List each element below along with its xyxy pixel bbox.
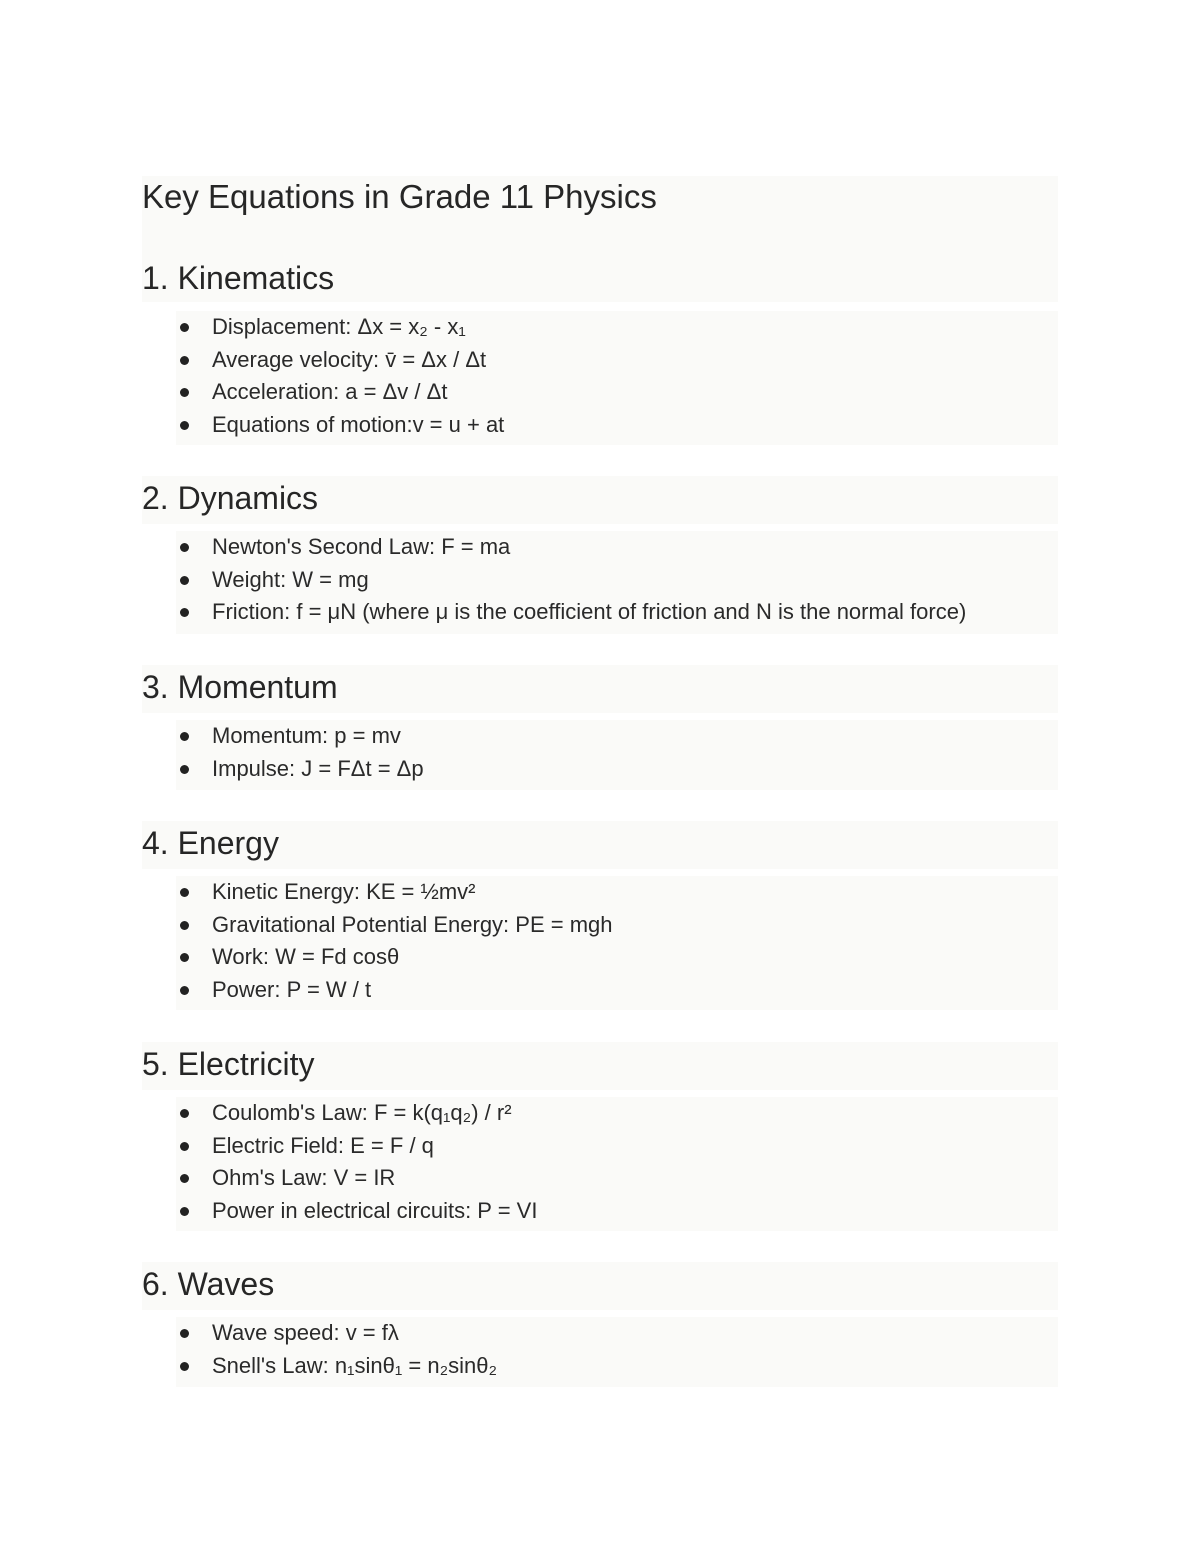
bullet-icon xyxy=(180,732,189,741)
section-heading-waves xyxy=(142,1262,1058,1310)
list-item xyxy=(176,753,1058,786)
list-item xyxy=(176,941,1058,974)
equation-list-electricity xyxy=(176,1097,1058,1227)
equation-text: Work: W = Fd cosθ xyxy=(212,944,400,970)
section-heading-kinematics xyxy=(142,256,1058,304)
bullet-icon xyxy=(180,576,189,585)
equation-text: Average velocity: v̄ = Δx / Δt xyxy=(212,346,487,372)
bullet-icon xyxy=(180,608,189,617)
bullet-icon xyxy=(180,1329,189,1338)
bullet-icon xyxy=(180,1207,189,1216)
equation-list-momentum xyxy=(176,720,1058,785)
document-title-text: Key Equations in Grade 11 Physics xyxy=(142,178,657,215)
bullet-icon xyxy=(180,921,189,930)
equation-text: Acceleration: a = Δv / Δt xyxy=(212,379,448,405)
section-heading-energy xyxy=(142,821,1058,869)
section-heading-text: 2. Dynamics xyxy=(142,480,319,516)
section-heading-text: 6. Waves xyxy=(142,1266,275,1302)
equation-list-waves xyxy=(176,1317,1058,1382)
list-item xyxy=(176,376,1058,409)
equation-text: Friction: f = μN (where μ is the coefficient of friction and N is the normal force) xyxy=(212,599,967,625)
list-item xyxy=(176,409,1058,442)
bullet-icon xyxy=(180,1109,189,1118)
list-item xyxy=(176,531,1058,564)
equation-text: Wave speed: v = fλ xyxy=(212,1320,399,1345)
bullet-icon xyxy=(180,323,189,332)
list-item xyxy=(176,720,1058,753)
equation-text: Power: P = W / t xyxy=(212,976,372,1002)
equation-text: Displacement: Δx = x₂ - x₁ xyxy=(212,314,466,339)
bullet-icon xyxy=(180,356,189,365)
equation-text: Ohm's Law: V = IR xyxy=(212,1165,396,1191)
list-item xyxy=(176,596,1058,629)
equation-text: Newton's Second Law: F = ma xyxy=(212,534,511,559)
bullet-icon xyxy=(180,1174,189,1183)
equation-text: Kinetic Energy: KE = ½mv² xyxy=(212,879,476,904)
list-item xyxy=(176,1195,1058,1228)
equation-list-dynamics xyxy=(176,531,1058,629)
bullet-icon xyxy=(180,765,189,774)
section-heading-dynamics xyxy=(142,476,1058,524)
equation-text: Coulomb's Law: F = k(q₁q₂) / r² xyxy=(212,1100,512,1125)
list-item xyxy=(176,1317,1058,1350)
bullet-icon xyxy=(180,421,189,430)
section-heading-momentum xyxy=(142,665,1058,713)
equation-text: Power in electrical circuits: P = VI xyxy=(212,1197,538,1223)
list-item xyxy=(176,344,1058,377)
equation-text: Weight: W = mg xyxy=(212,566,369,592)
list-item xyxy=(176,1097,1058,1130)
bullet-icon xyxy=(180,888,189,897)
bullet-icon xyxy=(180,388,189,397)
document-title xyxy=(142,176,1058,256)
section-heading-text: 1. Kinematics xyxy=(142,260,335,296)
equation-text: Snell's Law: n₁sinθ₁ = n₂sinθ₂ xyxy=(212,1352,498,1378)
list-item xyxy=(176,974,1058,1007)
equation-text: Electric Field: E = F / q xyxy=(212,1132,434,1158)
section-heading-text: 4. Energy xyxy=(142,825,279,861)
section-heading-text: 3. Momentum xyxy=(142,669,338,705)
section-heading-electricity xyxy=(142,1042,1058,1090)
bullet-icon xyxy=(180,986,189,995)
list-item xyxy=(176,311,1058,344)
list-item xyxy=(176,1350,1058,1383)
equation-text: Equations of motion:v = u + at xyxy=(212,411,505,437)
equation-text: Impulse: J = FΔt = Δp xyxy=(212,755,424,781)
list-item xyxy=(176,1130,1058,1163)
list-item xyxy=(176,1162,1058,1195)
equation-list-kinematics xyxy=(176,311,1058,441)
bullet-icon xyxy=(180,1362,189,1371)
list-item xyxy=(176,909,1058,942)
equation-list-energy xyxy=(176,876,1058,1006)
bullet-icon xyxy=(180,1142,189,1151)
section-heading-text: 5. Electricity xyxy=(142,1046,315,1082)
equation-text: Gravitational Potential Energy: PE = mgh xyxy=(212,911,613,937)
list-item xyxy=(176,564,1058,597)
list-item xyxy=(176,876,1058,909)
bullet-icon xyxy=(180,953,189,962)
bullet-icon xyxy=(180,543,189,552)
equation-text: Momentum: p = mv xyxy=(212,723,401,748)
